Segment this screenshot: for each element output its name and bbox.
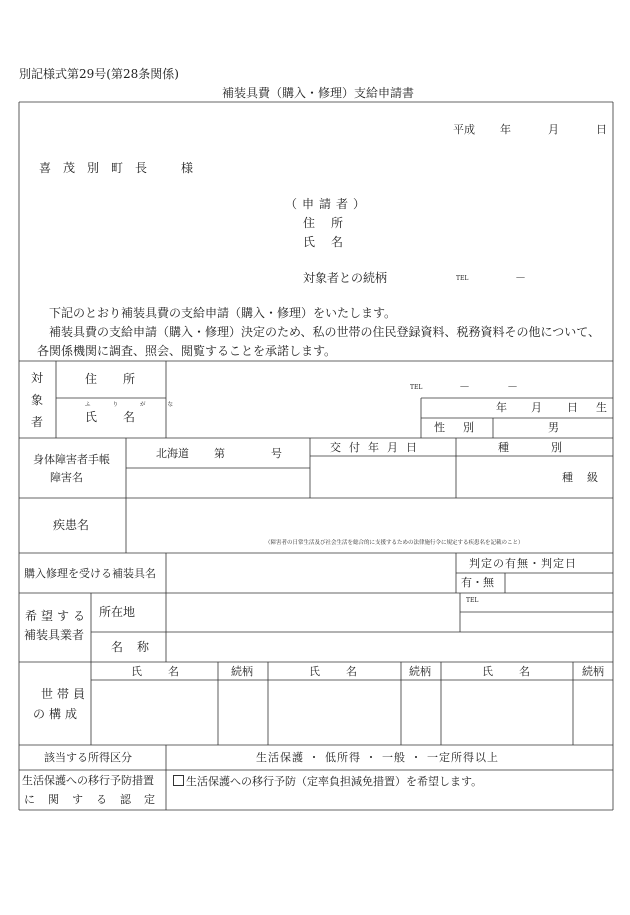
form-number: 別記様式第29号(第28条関係) [19, 67, 179, 81]
relation-label: 対象者との続柄 [303, 271, 388, 285]
transition-checkbox[interactable] [173, 775, 184, 786]
statement-line-2: 補装具費の支給申請（購入・修理）決定のため、私の世帯の住民登録資料、税務資料その他について、 [49, 325, 601, 339]
disability-label-1: 身体障害者手帳 [33, 453, 110, 466]
household-col-name-2: 氏名 [309, 665, 383, 678]
grade-label: 種級 [562, 471, 612, 484]
household-col-relation-3: 続柄 [582, 665, 604, 678]
prefecture: 北海道 [156, 447, 189, 460]
issue-date-label: 交付年月日 [330, 441, 425, 454]
device-label: 購入修理を受ける補装具名 [24, 567, 156, 580]
judgement-label: 判定の有無・判定日 [469, 557, 577, 570]
vendor-label-2: 補装具業者 [24, 628, 85, 642]
number-suffix: 号 [271, 447, 282, 460]
transition-option[interactable] [173, 775, 482, 787]
number-prefix: 第 [214, 447, 225, 460]
sex-label: 性別 [434, 421, 492, 434]
form-title: 補装具費（購入・修理）支給申請書 [222, 86, 415, 100]
transition-statement: 生活保護への移行予防（定率負担減免措置）を希望します。 [186, 775, 483, 788]
birth-year-label: 年 [496, 401, 507, 414]
household-label-2: の構成 [33, 707, 82, 721]
subject-tel-label: TEL [410, 384, 423, 391]
addressee: 喜茂別町長 [39, 161, 160, 175]
vendor-name-label: 名称 [111, 640, 164, 654]
date-era: 平成 [453, 123, 475, 136]
subject-name-ruby: ふりがな [85, 402, 196, 408]
sex-value: 男 [548, 421, 559, 434]
subject-name-label: 氏名 [85, 410, 162, 424]
date-year-label: 年 [500, 123, 511, 136]
birth-month-label: 月 [531, 401, 542, 414]
applicant-address-label: 住所 [303, 216, 360, 230]
household-col-name-3: 氏名 [482, 665, 556, 678]
household-col-relation-2: 続柄 [409, 665, 431, 678]
subject-address-label: 住所 [85, 372, 162, 386]
date-day-label: 日 [596, 123, 607, 136]
subject-tel-dash-2: － [507, 380, 518, 393]
household-col-name-1: 氏名 [131, 665, 205, 678]
vendor-location-label: 所在地 [99, 605, 136, 619]
type-label: 種別 [498, 441, 604, 454]
judgement-value: 有・無 [461, 576, 494, 589]
subject-tel-dash-1: － [459, 380, 470, 393]
income-label: 該当する所得区分 [44, 751, 132, 764]
statement-line-3: 各関係機関に調査、照会、閲覧することを承諾します。 [37, 344, 337, 358]
date-month-label: 月 [548, 123, 559, 136]
birth-suffix: 生 [596, 401, 607, 414]
transition-label-2: に関する認定 [24, 793, 168, 806]
vendor-label-1: 希望する [25, 609, 90, 623]
household-col-relation-1: 続柄 [231, 665, 253, 678]
transition-label-1: 生活保護への移行予防措置 [22, 774, 154, 787]
honorific: 様 [181, 161, 194, 175]
applicant-tel-label: TEL [456, 275, 469, 282]
vendor-tel-label: TEL [466, 597, 479, 604]
applicant-name-label: 氏名 [303, 235, 360, 249]
applicant-tel-dash: － [515, 271, 526, 284]
disease-note: （障害者の日常生活及び社会生活を総合的に支援するための法律施行令に規定する疾患名を記載のこと） [265, 540, 524, 546]
subject-label: 対象者 [31, 371, 44, 429]
household-label-1: 世帯員 [41, 687, 90, 701]
income-options: 生活保護 ・ 低所得 ・ 一般 ・ 一定所得以上 [256, 751, 499, 764]
applicant-heading: （申請者） [285, 197, 371, 211]
birth-day-label: 日 [567, 401, 578, 414]
disability-label-2: 障害名 [50, 471, 83, 484]
statement-line-1: 下記のとおり補装具費の支給申請（購入・修理）をいたします。 [49, 306, 397, 320]
disease-label: 疾患名 [53, 518, 90, 532]
